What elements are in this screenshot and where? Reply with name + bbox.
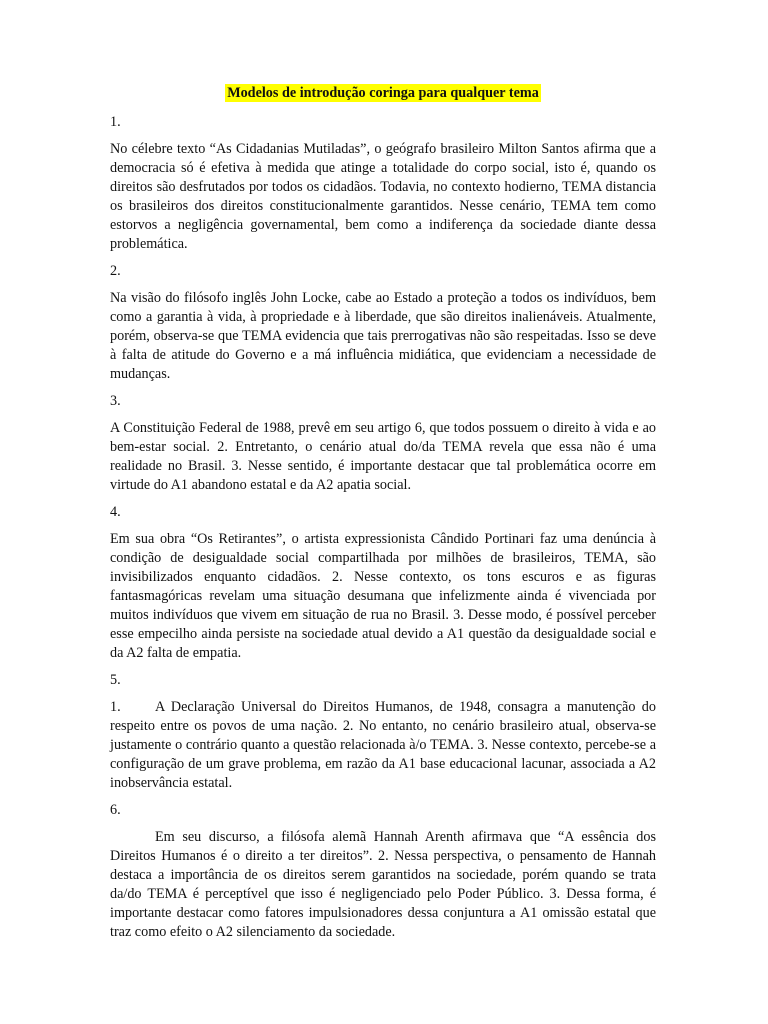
section-text-5: A Declaração Universal do Direitos Humanos, de 1948, consagra a manutenção do respeito entre os povos de uma nação. 2. No entanto, no cenário brasileiro atual, observa-se justamente o contrário quanto a questão relacionada à/o TEMA. 3. Nesse contexto, percebe-se a configuração de um grave problema, em razão da A1 base educacional lacunar, associada a A2 inobservância estatal. [110, 699, 656, 791]
section-number-1: 1. [110, 114, 121, 130]
document-page [110, 84, 656, 950]
section-text-4: Em sua obra “Os Retirantes”, o artista expressionista Cândido Portinari faz uma denúncia à condição de desigualdade social compartilhada por milhões de brasileiros, TEMA, são invisibilizados enquanto cidadãos. 2. Nesse contexto, os tons escuros e as figuras fantasmagóricas revelam uma situação desumana que infelizmente ainda é vivenciada por muitos indivíduos que vivem em situação de rua no Brasil. 3. Desse modo, é possível perceber esse empecilho ainda persiste na sociedade atual devido a A1 questão da desigualdade social e da A2 falta de empatia. [110, 531, 656, 661]
section-number-2: 2. [110, 263, 121, 279]
section-text-1: No célebre texto “As Cidadanias Mutiladas”, o geógrafo brasileiro Milton Santos afirma que a democracia só é efetiva à medida que atinge a totalidade do corpo social, isto é, quando os direitos são desfrutados por todos os cidadãos. Todavia, no contexto hodierno, TEMA distancia os brasileiros dos direitos constitucionalmente garantidos. Nesse cenário, TEMA tem como estorvos a negligência governamental, bem como a indiferença da sociedade diante dessa problemática. [110, 141, 656, 252]
title-wrap [110, 84, 656, 103]
section-text-6: Em seu discurso, a filósofa alemã Hannah Arenth afirmava que “A essência dos Direitos Humanos é o direito a ter direitos”. 2. Nessa perspectiva, o pensamento de Hannah destaca a importância de os direitos serem garantidos na sociedade, porém quando se trata da/do TEMA é perceptível que isso é negligenciado pelo Poder Público. 3. Dessa forma, é importante destacar como fatores impulsionadores dessa conjuntura a A1 omissão estatal que traz como efeito o A2 silenciamento da sociedade. [110, 829, 656, 940]
section-number-6: 6. [110, 802, 121, 818]
section-text-2: Na visão do filósofo inglês John Locke, cabe ao Estado a proteção a todos os indivíduos, bem como a garantia à vida, à propriedade e à liberdade, que são direitos inalienáveis. Atualmente, porém, observa-se que TEMA evidencia que tais prerrogativas não são respeitadas. Isso se deve à falta de atitude do Governo e a má influência midiática, que evidenciam a necessidade de mudanças. [110, 290, 656, 382]
document-title: Modelos de introdução coringa para qualquer tema [227, 85, 539, 101]
section-paragraph-5 [110, 698, 656, 793]
list-number: 1. [110, 699, 121, 715]
section-number-5: 5. [110, 672, 121, 688]
section-number-3: 3. [110, 393, 121, 409]
section-number-4: 4. [110, 504, 121, 520]
section-text-3: A Constituição Federal de 1988, prevê em seu artigo 6, que todos possuem o direito à vida e ao bem-estar social. 2. Entretanto, o cenário atual do/da TEMA revela que essa não é uma realidade no Brasil. 3. Nesse sentido, é importante destacar que tal problemática ocorre em virtude do A1 abandono estatal e da A2 apatia social. [110, 420, 656, 493]
